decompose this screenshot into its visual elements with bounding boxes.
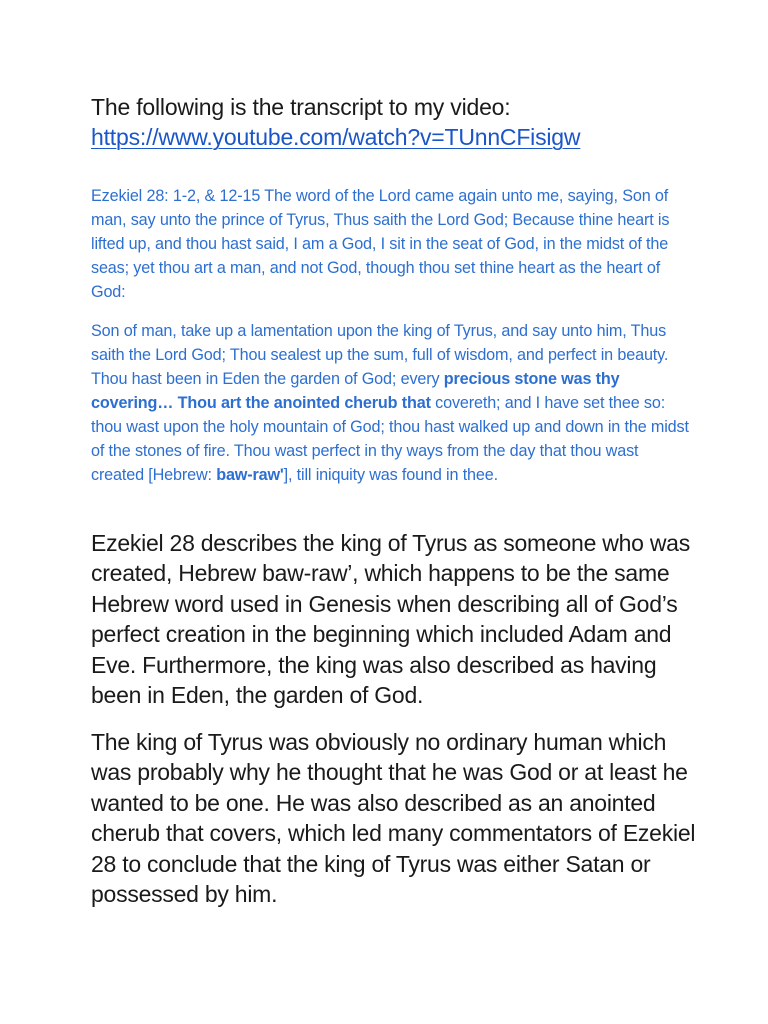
scripture-2-text-b: covereth; and I have set thee so: thou wast upon the holy mountain of God; thou hast walked up and down in the midst of the stones of fire. Thou wast perfect in thy ways from the day that thou wast created [Hebrew: (91, 394, 689, 484)
scripture-passage-1: Ezekiel 28: 1-2, & 12-15 The word of the Lord came again unto me, saying, Son of man, say unto the prince of Tyrus, Thus saith the Lord God; Because thine heart is lifted up, and thou hast said, I am a God, I sit in the seat of God, in the midst of the seas; yet thou art a man, and not God, though thou set thine heart as the heart of God: (91, 187, 670, 301)
intro-lead: The following is the transcript to my video: (91, 94, 511, 120)
video-link[interactable]: https://www.youtube.com/watch?v=TUnnCFisigw (91, 124, 581, 150)
scripture-passage-2 (91, 319, 691, 487)
commentary-paragraph-2: The king of Tyrus was obviously no ordinary human which was probably why he thought that he was God or at least he wanted to be one. He was also described as an anointed cherub that covers, which led many commentators of Ezekiel 28 to conclude that the king of Tyrus was either Satan or possessed by him. (91, 729, 696, 908)
commentary-paragraph-1: Ezekiel 28 describes the king of Tyrus as someone who was created, Hebrew baw-raw’, which happens to be the same Hebrew word used in Genesis when describing all of God’s perfect creation in the beginning which included Adam and Eve. Furthermore, the king was also described as having been in Eden, the garden of God. (91, 530, 690, 709)
intro-block (91, 92, 711, 152)
scripture-2-bold-b: baw-raw' (216, 466, 284, 484)
scripture-2-text-c: ], till iniquity was found in thee. (283, 466, 498, 484)
scripture-2-bold-a: precious stone was thy covering… Thou art the anointed cherub that (91, 370, 620, 412)
scripture-2-text-a: Son of man, take up a lamentation upon the king of Tyrus, and say unto him, Thus saith the Lord God; Thou sealest up the sum, full of wisdom, and perfect in beauty. Thou hast been in Eden the garden of God; every (91, 322, 669, 388)
